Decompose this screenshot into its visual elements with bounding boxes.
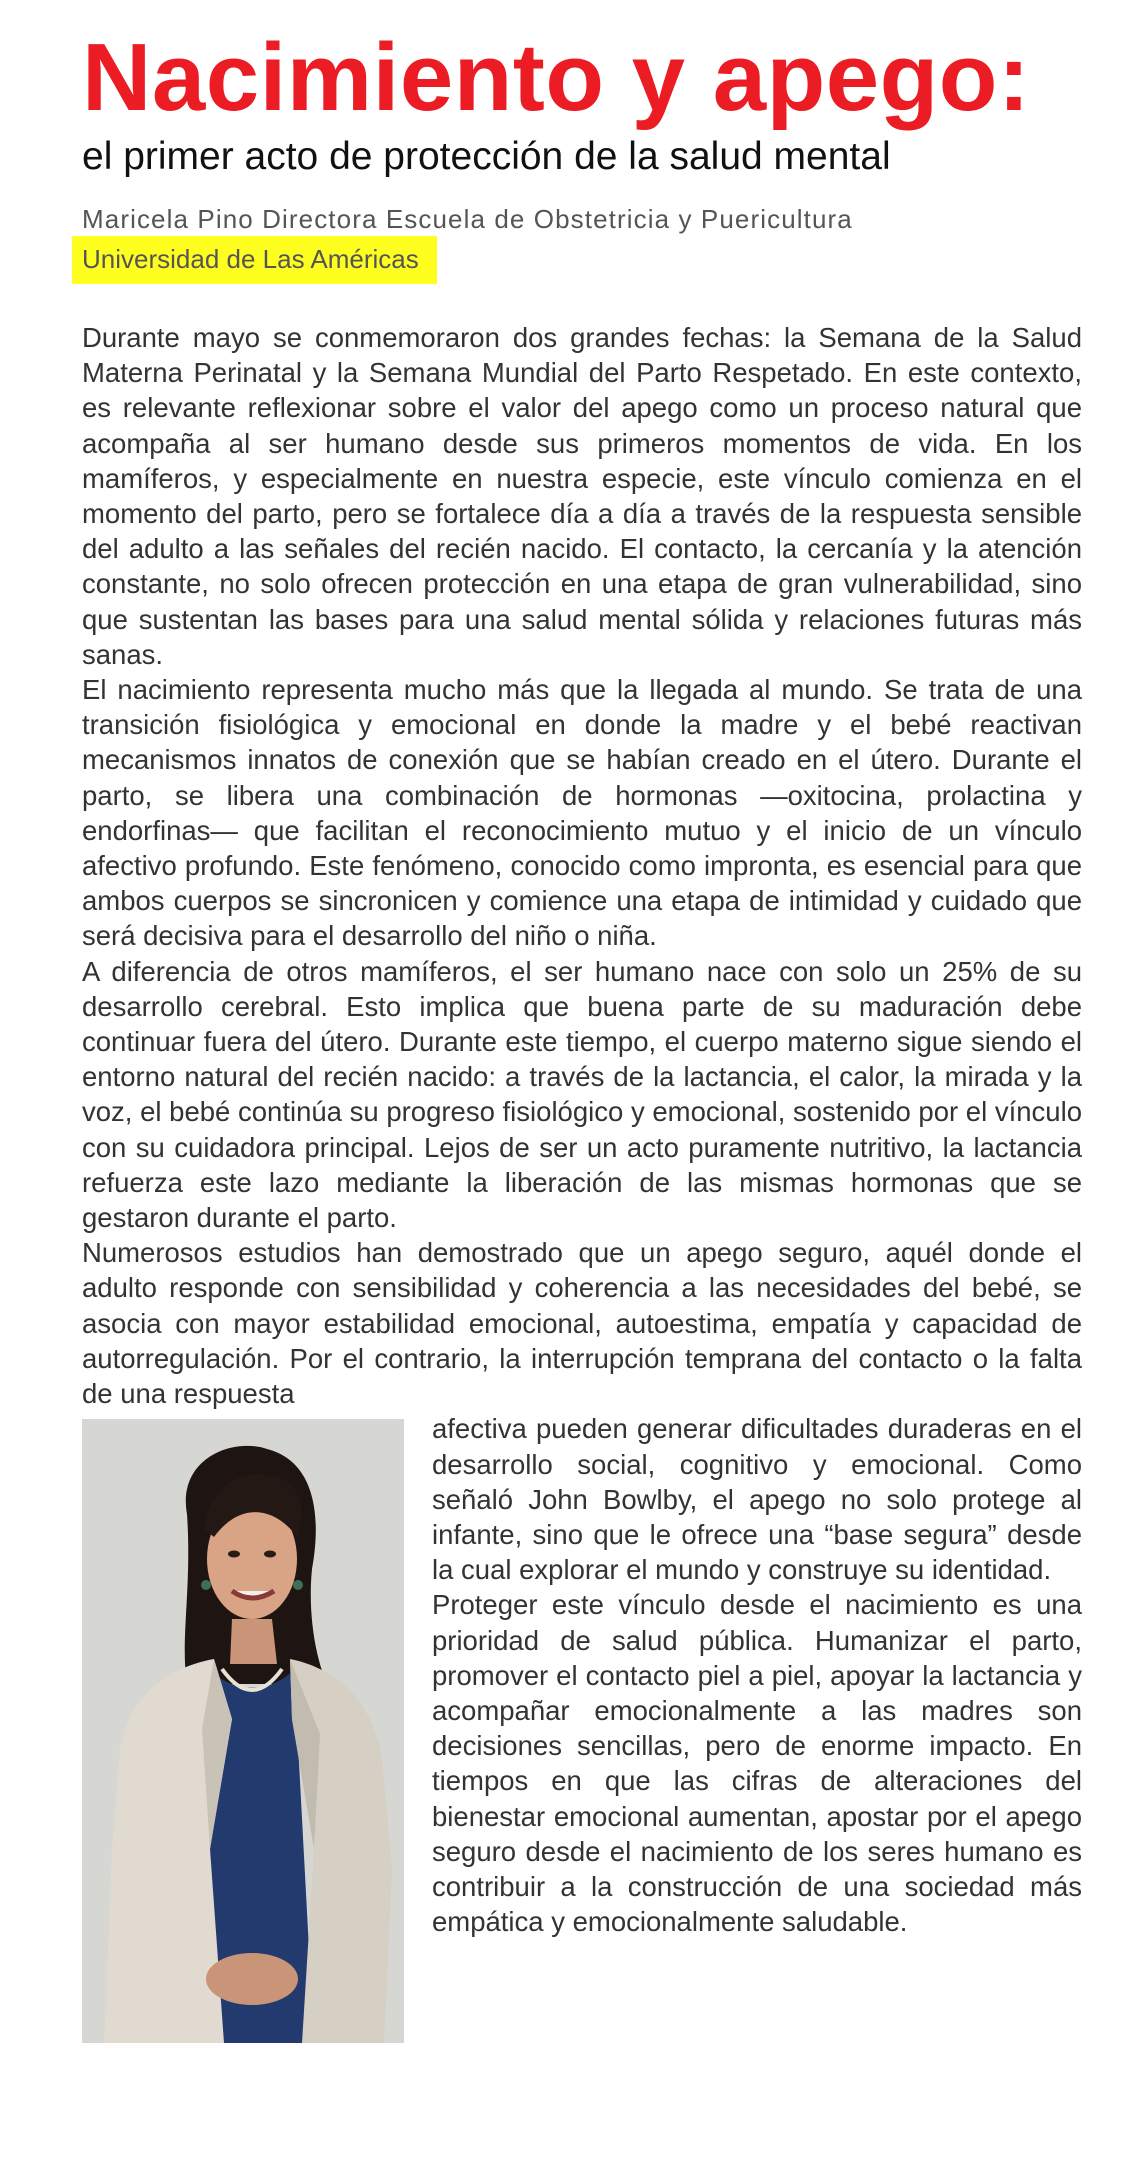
article-body [82,320,1082,1939]
paragraph-4-rest: afectiva pueden generar dificultades duraderas en el desarrollo social, cognitivo y emocional. Como señaló John Bowlby, el apego no solo protege al infante, sino que le ofrece una “base segura” desde la cual explorar el mundo y construye su identidad. [432,1413,1082,1586]
author-name-title: Maricela Pino Directora Escuela de Obstetricia y Puericultura [82,204,853,234]
author-institution-highlight: Universidad de Las Américas [72,236,437,284]
paragraph-5: Proteger este vínculo desde el nacimiento es una prioridad de salud pública. Humanizar el parto, promover el contacto piel a piel, apoyar la lactancia y acompañar emocionalmente a las madres son decisiones sencillas, pero de enorme impacto. En tiempos en que las cifras de alteraciones del bienestar emocional aumentan, apostar por el apego seguro desde el nacimiento de los seres humano es contribuir a la construcción de una sociedad más empática y emocionalmente saludable. [432,1589,1082,1938]
page-title: Nacimiento y apego: [82,24,1031,131]
article-page [82,24,1082,2043]
paragraph-3: A diferencia de otros mamíferos, el ser humano nace con solo un 25% de su desarrollo cerebral. Esto implica que buena parte de su maduración debe continuar fuera del útero. Durante este tiempo, el cuerpo materno sigue siendo el entorno natural del recién nacido: a través de la lactancia, el calor, la mirada y la voz, el bebé continúa su progreso fisiológico y emocional, sostenido por el vínculo con su cuidadora principal. Lejos de ser un acto puramente nutritivo, la lactancia refuerza este lazo mediante la liberación de las mismas hormonas que se gestaron durante el parto. [82,955,1082,1234]
paragraph-1: Durante mayo se conmemoraron dos grandes fechas: la Semana de la Salud Materna Perinatal y la Semana Mundial del Parto Respetado. En este contexto, es relevante reflexionar sobre el valor del apego como un proceso natural que acompaña al ser humano desde sus primeros momentos de vida. En los mamíferos, y especialmente en nuestra especie, este vínculo comienza en el momento del parto, pero se fortalece día a día a través de la respuesta sensible del adulto a las señales del recién nacido. El contacto, la cercanía y la atención constante, no solo ofrecen protección en una etapa de gran vulnerabilidad, sino que sustentan las bases para una salud mental sólida y relaciones futuras más sanas. [82,322,1082,670]
paragraph-4-lead: Numerosos estudios han demostrado que un apego seguro, aquél donde el adulto responde con sensibilidad y coherencia a las necesidades del bebé, se asocia con mayor estabilidad emocional, autoestima, empatía y capacidad de autorregulación. Por el contrario, la interrupción temprana del contacto o la falta de una respuesta [82,1237,1082,1410]
author-portrait-photo [82,1419,404,2043]
author-byline [82,202,1082,284]
paragraph-2: El nacimiento representa mucho más que la llegada al mundo. Se trata de una transición fisiológica y emocional en donde la madre y el bebé reactivan mecanismos innatos de conexión que se habían creado en el útero. Durante el parto, se libera una combinación de hormonas —oxitocina, prolactina y endorfinas— que facilitan el reconocimiento mutuo y el inicio de un vínculo afectivo profundo. Este fenómeno, conocido como impronta, es esencial para que ambos cuerpos se sincronicen y comience una etapa de intimidad y cuidado que será decisiva para el desarrollo del niño o niña. [82,674,1082,952]
page-subtitle: el primer acto de protección de la salud mental [82,135,891,178]
portrait-icon [82,1419,404,2043]
